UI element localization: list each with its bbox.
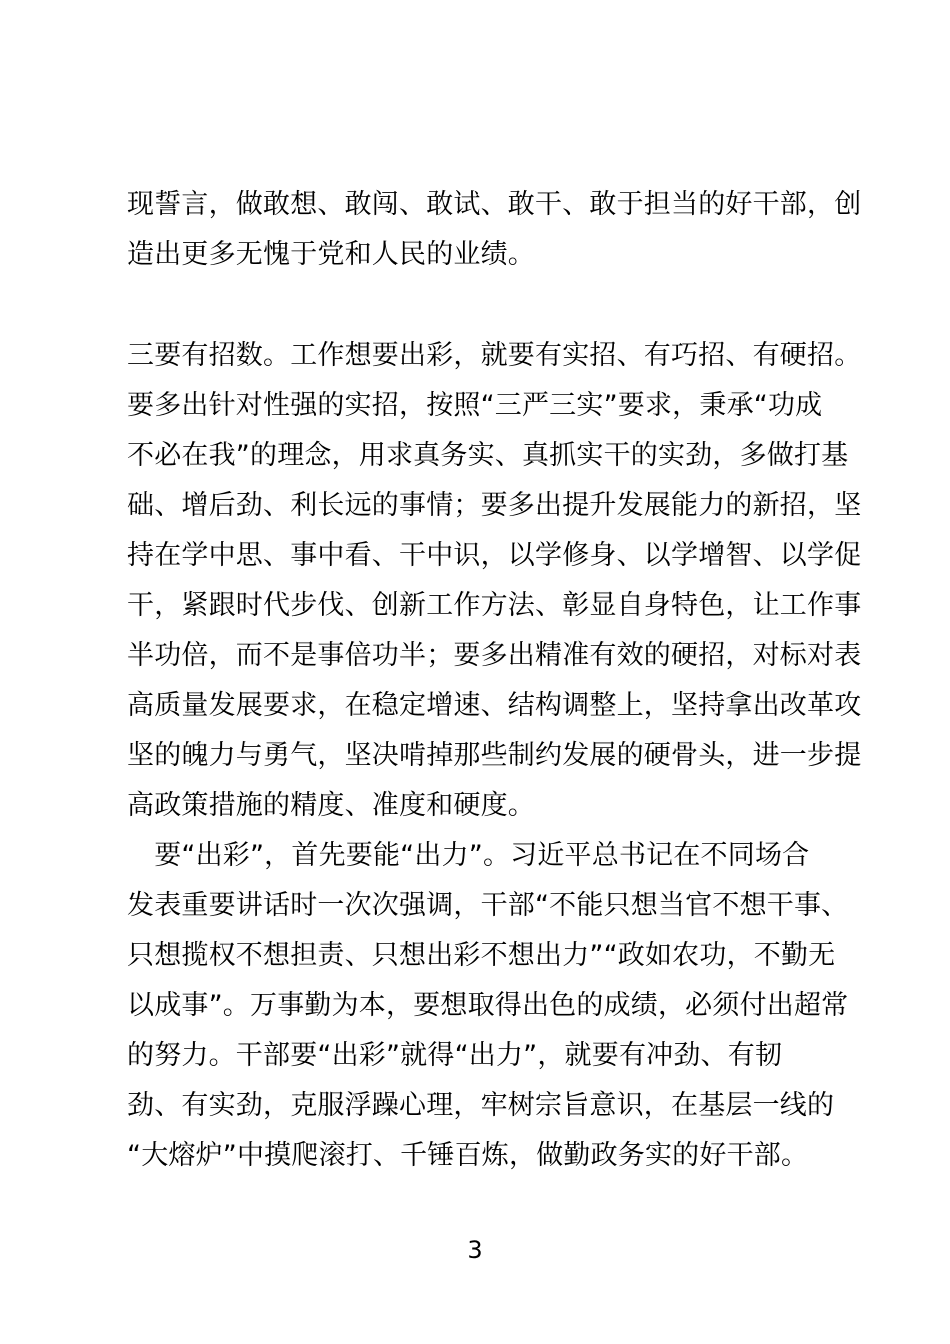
text-line: 以成事”。万事勤为本，要想取得出色的成绩，必须付出超常 bbox=[127, 990, 849, 1021]
text-line: 不必在我”的理念，用求真务实、真抓实干的实劲，多做打基 bbox=[127, 440, 849, 471]
text-line: 要多出针对性强的实招，按照“三严三实”要求，秉承“功成 bbox=[127, 390, 823, 421]
text-line: 发表重要讲话时一次次强调，干部“不能只想当官不想干事、 bbox=[127, 890, 849, 921]
text-line: 的努力。干部要“出彩”就得“出力”，就要有冲劲、有韧 bbox=[127, 1040, 783, 1071]
text-line: 半功倍，而不是事倍功半；要多出精准有效的硬招，对标对表 bbox=[127, 640, 862, 671]
text-line: 现誓言，做敢想、敢闯、敢试、敢干、敢于担当的好干部，创 bbox=[127, 189, 862, 220]
text-line: 持在学中思、事中看、干中识，以学修身、以学增智、以学促 bbox=[127, 540, 862, 571]
text-line: 只想揽权不想担责、只想出彩不想出力”“政如农功，不勤无 bbox=[127, 940, 836, 971]
text-line: “大熔炉”中摸爬滚打、千锤百炼，做勤政务实的好干部。 bbox=[127, 1140, 809, 1171]
page-number: 3 bbox=[467, 1236, 483, 1264]
text-line: 高政策措施的精度、准度和硬度。 bbox=[127, 790, 535, 821]
text-line: 础、增后劲、利长远的事情；要多出提升发展能力的新招，坚 bbox=[127, 490, 862, 521]
text-line: 坚的魄力与勇气，坚决啃掉那些制约发展的硬骨头，进一步提 bbox=[127, 740, 862, 771]
text-line: 要“出彩”，首先要能“出力”。习近平总书记在不同场合 bbox=[127, 840, 810, 871]
text-line: 劲、有实劲，克服浮躁心理，牢树宗旨意识，在基层一线的 bbox=[127, 1090, 835, 1121]
text-line: 三要有招数。工作想要出彩，就要有实招、有巧招、有硬招。 bbox=[127, 340, 862, 371]
text-line: 干，紧跟时代步伐、创新工作方法、彰显自身特色，让工作事 bbox=[127, 590, 862, 621]
text-line: 造出更多无愧于党和人民的业绩。 bbox=[127, 239, 535, 270]
text-line: 高质量发展要求，在稳定增速、结构调整上，坚持拿出改革攻 bbox=[127, 690, 862, 721]
